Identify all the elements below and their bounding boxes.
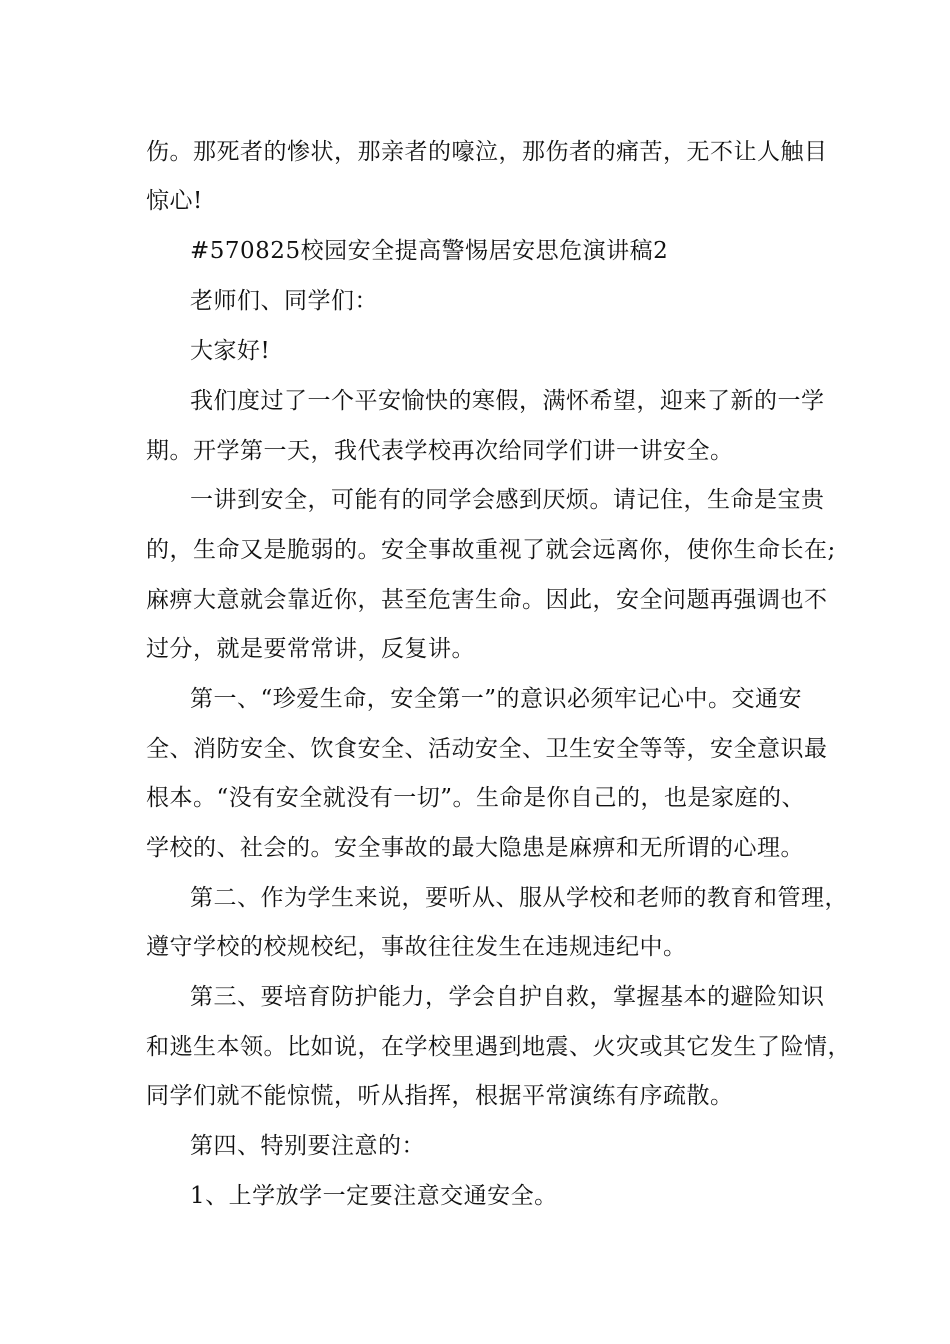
- paragraph-line: 1、上学放学一定要注意交通安全。: [190, 1183, 558, 1209]
- paragraph-line: 遵守学校的校规校纪，事故往往发生在违规违纪中。: [146, 934, 687, 960]
- paragraph-line: 第一、“珍爱生命，安全第一”的意识必须牢记心中。交通安: [190, 686, 803, 712]
- salutation: 老师们、同学们：: [190, 288, 378, 314]
- section-title: #570825校园安全提高警惕居安思危演讲稿2: [190, 238, 669, 264]
- paragraph-line: 根本。“没有安全就没有一切”。生命是你自己的，也是家庭的、: [146, 785, 806, 811]
- paragraph-line: 一讲到安全，可能有的同学会感到厌烦。请记住，生命是宝贵: [190, 487, 825, 513]
- paragraph-line: 第二、作为学生来说，要听从、服从学校和老师的教育和管理，: [190, 885, 848, 911]
- paragraph-line: 同学们就不能惊慌，听从指挥，根据平常演练有序疏散。: [146, 1083, 734, 1109]
- paragraph-line: 第四、特别要注意的：: [190, 1133, 425, 1159]
- paragraph-line: 我们度过了一个平安愉快的寒假，满怀希望，迎来了新的一学: [190, 388, 825, 414]
- paragraph-line: 和逃生本领。比如说，在学校里遇到地震、火灾或其它发生了险情，: [146, 1034, 851, 1060]
- paragraph-line: 伤。那死者的惨状，那亲者的嚎泣，那伤者的痛苦，无不让人触目: [146, 139, 828, 165]
- greeting: 大家好!: [190, 338, 271, 364]
- paragraph-line: 过分，就是要常常讲，反复讲。: [146, 636, 475, 662]
- paragraph-line: 期。开学第一天，我代表学校再次给同学们讲一讲安全。: [146, 438, 734, 464]
- paragraph-line: 学校的、社会的。安全事故的最大隐患是麻痹和无所谓的心理。: [146, 835, 804, 861]
- paragraph-line: 第三、要培育防护能力，学会自护自救，掌握基本的避险知识: [190, 984, 825, 1010]
- paragraph-line: 的，生命又是脆弱的。安全事故重视了就会远离你，使你生命长在;: [146, 537, 836, 563]
- paragraph-line: 麻痹大意就会靠近你，甚至危害生命。因此，安全问题再强调也不: [146, 587, 828, 613]
- paragraph-line: 惊心!: [146, 188, 203, 214]
- paragraph-line: 全、消防安全、饮食安全、活动安全、卫生安全等等，安全意识最: [146, 736, 828, 762]
